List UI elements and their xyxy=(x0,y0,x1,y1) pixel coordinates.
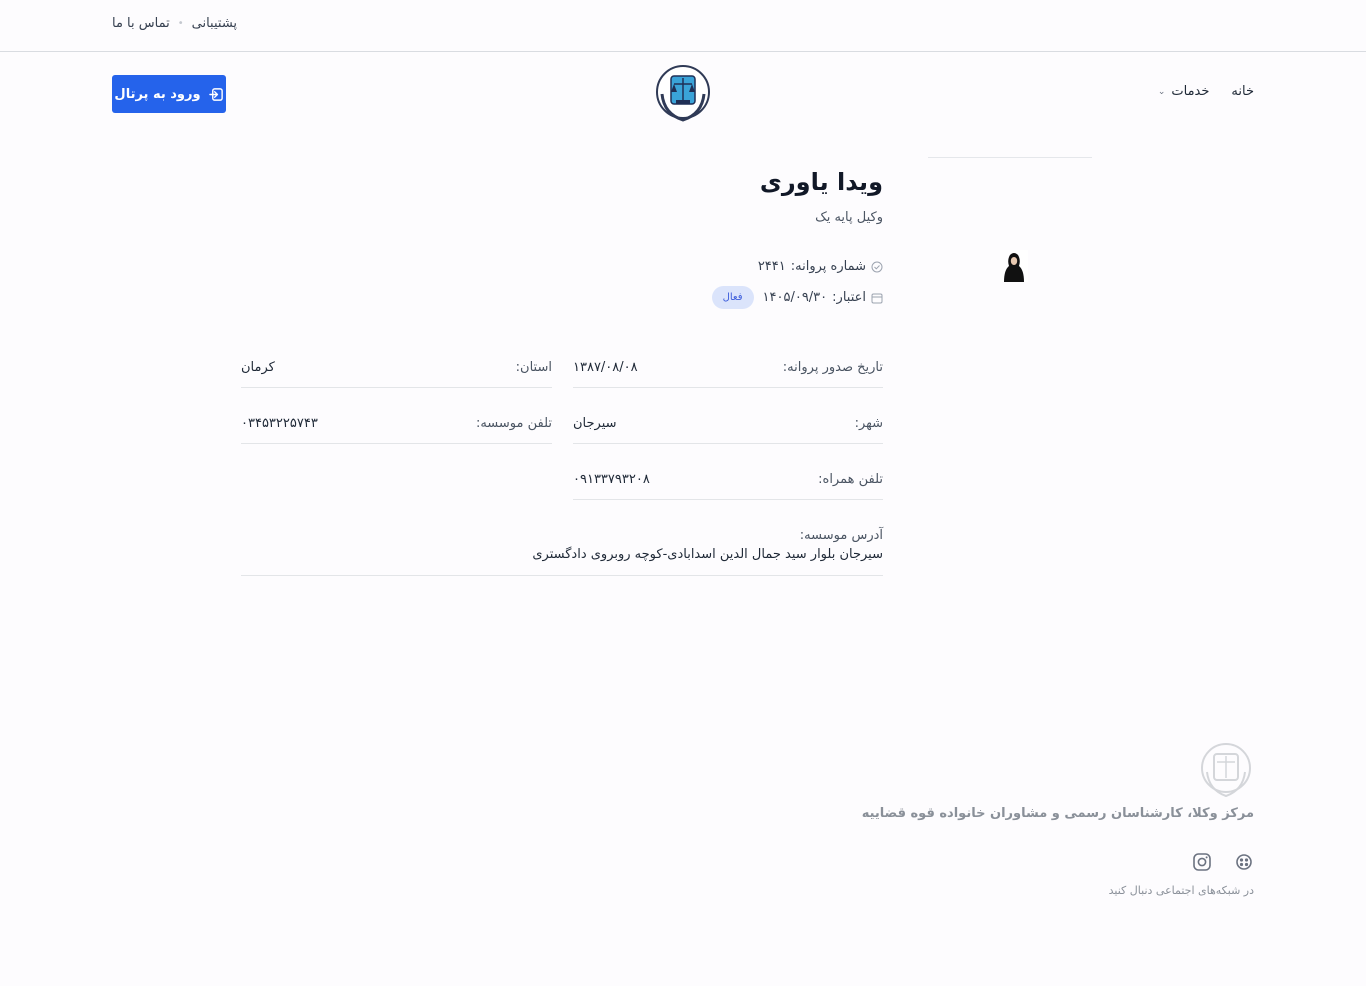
license-row xyxy=(758,259,883,274)
city-value: سیرجان xyxy=(573,416,617,431)
lawyer-avatar xyxy=(1000,250,1028,282)
office-phone-value: ۰۳۴۵۳۲۲۵۷۴۳ xyxy=(241,416,318,431)
province-label: استان: xyxy=(515,360,552,375)
dot-separator: • xyxy=(177,18,184,29)
portal-login-button[interactable] xyxy=(112,75,226,113)
judiciary-logo[interactable] xyxy=(654,62,712,124)
calendar-icon xyxy=(871,292,883,304)
office-phone-field xyxy=(241,416,552,444)
validity-label: اعتبار: xyxy=(832,290,866,305)
portal-login-label: ورود به پرتال xyxy=(114,86,201,102)
instagram-icon[interactable] xyxy=(1192,852,1212,872)
top-bar xyxy=(0,0,1366,52)
nav-home[interactable]: خانه xyxy=(1231,84,1254,99)
city-label: شهر: xyxy=(854,416,883,431)
check-circle-icon xyxy=(871,261,883,273)
province-field xyxy=(241,360,552,388)
follow-text: در شبکه‌های اجتماعی دنبال کنید xyxy=(1108,884,1254,897)
mobile-value: ۰۹۱۳۳۷۹۳۲۰۸ xyxy=(573,472,650,487)
issue-date-value: ۱۳۸۷/۰۸/۰۸ xyxy=(573,360,638,375)
support-link[interactable]: پشتیبانی xyxy=(191,16,238,31)
validity-value: ۱۴۰۵/۰۹/۳۰ xyxy=(762,290,828,305)
city-field xyxy=(573,416,883,444)
office-phone-label: تلفن موسسه: xyxy=(475,416,552,431)
contact-link[interactable]: تماس با ما xyxy=(112,16,170,31)
issue-date-label: تاریخ صدور پروانه: xyxy=(782,360,883,375)
issue-date-field xyxy=(573,360,883,388)
address-label: آدرس موسسه: xyxy=(799,528,883,543)
top-links xyxy=(112,16,237,31)
footer-logo xyxy=(1199,742,1253,798)
sidebar-divider xyxy=(928,157,1092,158)
chevron-down-icon: ⌄ xyxy=(1157,86,1166,97)
nav-services[interactable] xyxy=(1158,84,1210,99)
mobile-field xyxy=(573,472,883,500)
address-field xyxy=(241,528,883,576)
footer-title: مرکز وکلا، کارشناسان رسمی و مشاوران خانواده قوه قضاییه xyxy=(861,806,1254,821)
status-badge: فعال xyxy=(712,286,754,309)
license-value: ۲۴۴۱ xyxy=(757,259,786,274)
address-value: سیرجان بلوار سید جمال الدین اسدابادی-کوچه روبروی دادگستری xyxy=(532,547,883,562)
validity-row xyxy=(712,286,883,309)
nav-services-label: خدمات xyxy=(1171,84,1210,99)
province-value: کرمان xyxy=(241,360,275,375)
social-links xyxy=(1192,852,1254,872)
lawyer-rank: وکیل پایه یک xyxy=(815,210,883,225)
main-nav xyxy=(1158,84,1254,99)
aparat-icon[interactable] xyxy=(1234,852,1254,872)
lawyer-name: ویدا یاوری xyxy=(759,168,883,196)
mobile-label: تلفن همراه: xyxy=(818,472,883,487)
license-label: شماره پروانه: xyxy=(790,259,866,274)
arrow-in-icon xyxy=(209,87,224,102)
